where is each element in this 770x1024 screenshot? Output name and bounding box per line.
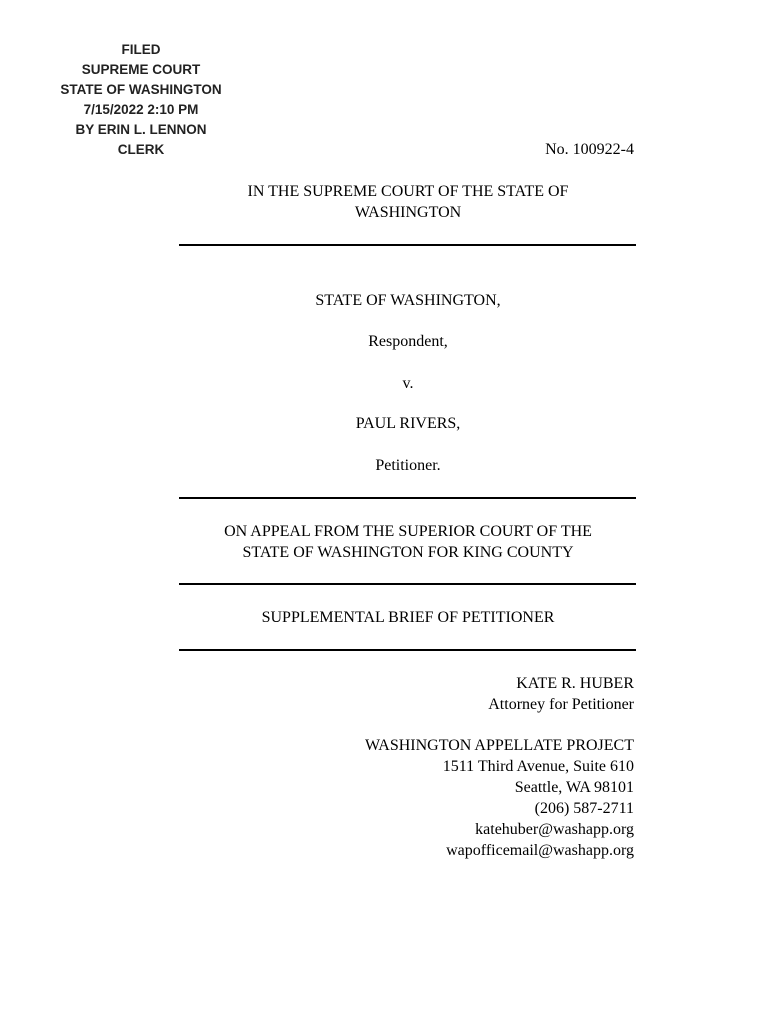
- organization-name: WASHINGTON APPELLATE PROJECT: [364, 737, 634, 754]
- petitioner-name: PAUL RIVERS,: [355, 415, 461, 432]
- brief-title: SUPPLEMENTAL BRIEF OF PETITIONER: [261, 609, 555, 626]
- appeal-heading-line1: ON APPEAL FROM THE SUPERIOR COURT OF THE: [224, 523, 592, 540]
- divider-rule: [179, 583, 636, 585]
- divider-rule: [179, 244, 636, 246]
- stamp-datetime: 7/15/2022 2:10 PM: [83, 102, 199, 117]
- respondent-role: Respondent,: [368, 333, 448, 350]
- appeal-heading: [180, 521, 636, 563]
- stamp-filed: FILED: [121, 42, 161, 57]
- organization-address2: Seattle, WA 98101: [514, 779, 634, 796]
- stamp-court: SUPREME COURT: [81, 62, 201, 77]
- stamp-state: STATE OF WASHINGTON: [60, 82, 222, 97]
- attorney-block: [488, 673, 634, 715]
- stamp-clerk-title: CLERK: [117, 142, 165, 157]
- filing-stamp: [40, 40, 242, 160]
- organization-email2: wapofficemail@washapp.org: [446, 842, 634, 859]
- respondent-name: STATE OF WASHINGTON,: [315, 292, 501, 309]
- organization-email1: katehuber@washapp.org: [475, 821, 634, 838]
- attorney-title: Attorney for Petitioner: [488, 696, 634, 713]
- organization-block: [365, 735, 634, 861]
- court-heading-line1: IN THE SUPREME COURT OF THE STATE OF: [247, 183, 569, 200]
- court-heading-line2: WASHINGTON: [354, 204, 462, 221]
- stamp-clerk-name: BY ERIN L. LENNON: [75, 122, 207, 137]
- appeal-heading-line2: STATE OF WASHINGTON FOR KING COUNTY: [242, 544, 574, 561]
- attorney-name: KATE R. HUBER: [516, 675, 634, 692]
- divider-rule: [179, 649, 636, 651]
- organization-phone: (206) 587-2711: [534, 800, 634, 817]
- versus-label: v.: [402, 375, 414, 392]
- court-heading: [180, 181, 636, 223]
- case-number: No. 100922-4: [545, 141, 634, 158]
- petitioner-role: Petitioner.: [375, 457, 441, 474]
- divider-rule: [179, 497, 636, 499]
- organization-address1: 1511 Third Avenue, Suite 610: [442, 758, 634, 775]
